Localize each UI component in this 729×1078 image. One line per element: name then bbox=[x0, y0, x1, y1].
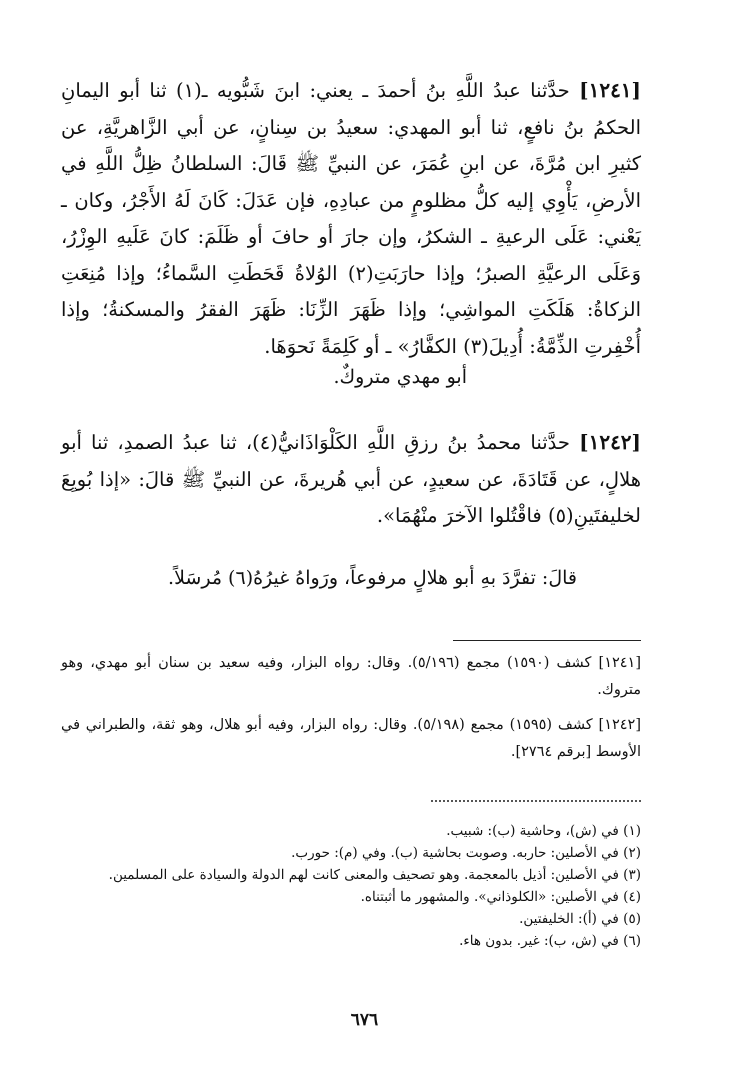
footnote: (٢) في الأصلين: حاربه. وصوبت بحاشية (ب). وفي (م): حورب. bbox=[291, 845, 641, 861]
hadith-1241-comment: أبو مهدي متروكٌ. bbox=[333, 366, 467, 388]
footnote: (٦) في (ش، ب): غير. بدون هاء. bbox=[459, 933, 641, 949]
takhrij-number: [١٢٤٢] bbox=[598, 717, 642, 733]
page-number: ٦٧٦ bbox=[350, 1010, 379, 1030]
footnote: (٥) في (أ): الخليفتين. bbox=[519, 911, 641, 927]
dotted-separator bbox=[431, 800, 641, 802]
hadith-text: حدَّثنا محمدُ بنُ رزقِ اللَّهِ الكَلْوَاذَانيُّ(٤)، ثنا عبدُ الصمدِ، ثنا أبو هلالٍ، عن قَتَادَةَ، عن سعيدٍ، عن أبي هُريرةَ، عن النبيِّ ﷺ قالَ: «إذا بُويِعَ لخليفتَينِ(٥) فاقْتُلوا الآخرَ منْهُمَا». bbox=[61, 431, 641, 527]
takhrij-1242 bbox=[61, 712, 641, 766]
hadith-1242-comment: قالَ: تفرَّدَ بهِ أبو هلالٍ مرفوعاً، ورَواهُ غيرُهُ(٦) مُرسَلاً. bbox=[168, 567, 577, 589]
hadith-text: حدَّثنا عبدُ اللَّهِ بنُ أحمدَ ـ يعني: ابنَ شَبُّويه ـ(١) ثنا أبو اليمانِ الحكمُ بنُ نافعٍ، ثنا أبو المهدي: سعيدُ بن سِنانٍ، عن أبي الزَّاهريَّةِ، عن كثيرِ ابن مُرَّةَ، عن ابنِ عُمَرَ، عن النبيِّ ﷺ قَالَ: السلطانُ ظِلُّ اللَّهِ في الأرضِ، يَأْوِي إليه كلُّ مظلومٍ من عبادِهِ، فإن عَدَلَ: كَانَ لَهُ الأَجْرُ، وكان ـ يَعْني: عَلَى الرعيةِ ـ الشكرُ، وإن جارَ أو حافَ أو ظَلَمَ: كانَ عَلَيهِ الوِزْرُ، وَعَلَى الرعيَّةِ الصبرُ؛ وإذا حارَبَتِ(٢) الوُلاةُ قَحَطَتِ السَّماءُ؛ وإذا مُنِعَتِ الزكاةُ: هَلَكَتِ المواشِي؛ وإذا ظَهَرَ الزِّنَا: ظَهَرَ الفقرُ والمسكنةُ؛ وإذا أُخْفِرتِ الذِّمَّةُ: أُدِيلَ(٣) الكفَّارُ» ـ أو كَلِمَةً نَحوَهَا. bbox=[61, 79, 641, 358]
footnotes-list bbox=[61, 820, 641, 952]
takhrij-1241 bbox=[61, 650, 641, 704]
takhrij-text: كشف (١٥٩٥) مجمع (٥/١٩٨). وقال: رواه البزار، وفيه أبو هلال، وهو ثقة، والطبراني في الأوسط [برقم ٢٧٦٤]. bbox=[61, 717, 641, 760]
takhrij-text: كشف (١٥٩٠) مجمع (٥/١٩٦). وقال: رواه البزار، وفيه سعيد بن سنان أبو مهدي، وهو متروك. bbox=[61, 655, 641, 698]
footnote: (٤) في الأصلين: «الكلوذاني». والمشهور ما أثبتناه. bbox=[360, 889, 641, 905]
hadith-1241 bbox=[61, 72, 641, 365]
takhrij-number: [١٢٤١] bbox=[598, 655, 642, 671]
separator-line bbox=[453, 640, 641, 641]
hadith-number: [١٢٤٢] bbox=[579, 430, 642, 454]
footnote: (٣) في الأصلين: أذيل بالمعجمة. وهو تصحيف والمعنى كانت لهم الدولة والسيادة على المسلمين. bbox=[108, 867, 641, 883]
footnote: (١) في (ش)، وحاشية (ب): شبيب. bbox=[446, 823, 641, 839]
hadith-number: [١٢٤١] bbox=[579, 78, 642, 102]
hadith-1242 bbox=[61, 424, 641, 535]
